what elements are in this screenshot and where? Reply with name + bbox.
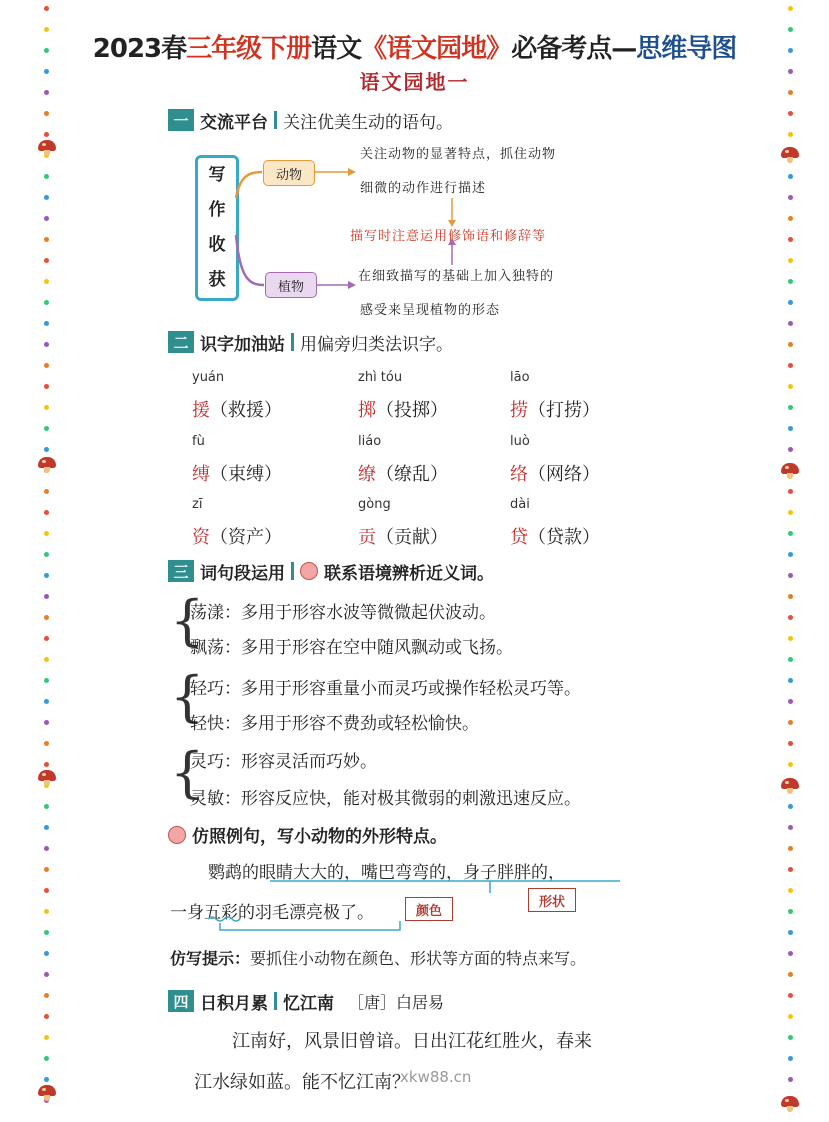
border-dot: [788, 678, 793, 683]
box-char: 写: [208, 165, 226, 185]
left-dot-border: [42, 0, 52, 1122]
word-definition: 轻巧：多用于形容重量小而灵巧或操作轻松灵巧等。: [190, 679, 581, 699]
border-dot: [44, 531, 49, 536]
animal-tip-line2: 细微的动作进行描述: [360, 181, 487, 196]
tag-animal: 动物: [263, 160, 315, 186]
connector-color: [220, 921, 400, 930]
border-dot: [44, 384, 49, 389]
border-dot: [44, 1056, 49, 1061]
common-tip: 描写时注意运用修饰语和修辞等: [350, 229, 547, 244]
word-definition: 荡漾：多用于形容水波等微微起伏波动。: [190, 603, 496, 623]
border-dot: [44, 972, 49, 977]
border-dot: [788, 447, 793, 452]
border-dot: [44, 720, 49, 725]
border-dot: [788, 615, 793, 620]
character-entry: [510, 460, 600, 486]
box-char: 作: [208, 200, 226, 220]
character-word: （贡献）: [376, 527, 448, 548]
border-dot: [44, 279, 49, 284]
mushroom-icon: [781, 147, 799, 163]
character-highlight: 捞: [510, 400, 528, 421]
border-dot: [788, 300, 793, 305]
word-definition: 灵敏：形容反应快，能对极其微弱的刺激迅速反应。: [190, 789, 581, 809]
pinyin-label: gòng: [358, 497, 391, 512]
character-word: （束缚）: [210, 464, 282, 485]
pinyin-label: zhì tóu: [358, 370, 403, 385]
title-part-year: 2023春: [92, 34, 187, 64]
mushroom-icon: [781, 1096, 799, 1112]
flower-bullet-icon: [168, 826, 186, 844]
character-entry: [192, 460, 282, 486]
connector-animal: [236, 172, 262, 198]
mushroom-icon: [781, 463, 799, 479]
section-1-number: 一: [168, 109, 194, 131]
plant-tip-line2: 感受来呈现植物的形态: [360, 303, 501, 318]
character-entry: [192, 523, 282, 549]
pinyin-label: liáo: [358, 434, 382, 449]
character-highlight: 贡: [358, 527, 376, 548]
border-dot: [44, 993, 49, 998]
border-dot: [44, 174, 49, 179]
border-dot: [44, 321, 49, 326]
border-dot: [44, 426, 49, 431]
border-dot: [44, 678, 49, 683]
word-definition: 飘荡：多用于形容在空中随风飘动或飞扬。: [190, 638, 513, 658]
border-dot: [44, 594, 49, 599]
character-entry: [358, 460, 448, 486]
border-dot: [44, 951, 49, 956]
brace-icon: {: [170, 589, 205, 652]
border-dot: [788, 510, 793, 515]
border-dot: [788, 216, 793, 221]
pinyin-label: lāo: [510, 370, 530, 385]
border-dot: [44, 1035, 49, 1040]
border-dot: [788, 636, 793, 641]
title-part-unit: 《语文园地》: [361, 34, 512, 64]
border-dot: [788, 426, 793, 431]
border-dot: [788, 1077, 793, 1082]
border-dot: [44, 195, 49, 200]
flower-bullet-icon: [300, 562, 318, 580]
character-word: （资产）: [210, 527, 282, 548]
border-dot: [788, 279, 793, 284]
title-part-subject: 语文: [311, 34, 362, 64]
arrowhead-animal: [348, 168, 356, 176]
border-dot: [788, 993, 793, 998]
word-definition: 轻快：多用于形容不费劲或轻松愉快。: [190, 714, 479, 734]
divider-bar: [274, 992, 277, 1010]
border-dot: [788, 741, 793, 746]
border-dot: [44, 510, 49, 515]
border-dot: [44, 825, 49, 830]
divider-bar: [274, 111, 277, 129]
mushroom-icon: [38, 770, 56, 786]
character-entry: [510, 396, 600, 422]
character-highlight: 络: [510, 464, 528, 485]
border-dot: [44, 1077, 49, 1082]
section-3-number: 三: [168, 560, 194, 582]
border-dot: [788, 888, 793, 893]
border-dot: [788, 552, 793, 557]
mushroom-icon: [38, 1085, 56, 1101]
border-dot: [44, 1014, 49, 1019]
border-dot: [788, 909, 793, 914]
character-word: （贷款）: [528, 527, 600, 548]
border-dot: [788, 594, 793, 599]
border-dot: [788, 237, 793, 242]
animal-tip-line1: 关注动物的显著特点，抓住动物: [360, 147, 557, 162]
border-dot: [44, 573, 49, 578]
border-dot: [44, 846, 49, 851]
border-dot: [788, 174, 793, 179]
border-dot: [788, 342, 793, 347]
arrowhead-plant: [348, 281, 356, 289]
pinyin-label: zī: [192, 497, 203, 512]
section-2-number: 二: [168, 331, 194, 353]
section-1-name: 交流平台: [200, 112, 268, 133]
border-dot: [44, 636, 49, 641]
border-dot: [788, 195, 793, 200]
title-part-grade: 三年级下册: [186, 34, 312, 64]
watermark: xkw88.cn: [400, 1068, 472, 1086]
character-highlight: 掷: [358, 400, 376, 421]
border-dot: [788, 384, 793, 389]
word-definition: 灵巧：形容灵活而巧妙。: [190, 752, 377, 772]
character-entry: [192, 396, 282, 422]
section-3-desc: 联系语境辨析近义词。: [324, 563, 494, 584]
border-dot: [44, 552, 49, 557]
border-dot: [788, 321, 793, 326]
border-dot: [788, 657, 793, 662]
border-dot: [788, 972, 793, 977]
connector-plant: [236, 235, 264, 285]
example-sentence-line1: 鹦鹉的眼睛大大的，嘴巴弯弯的，身子胖胖的，: [208, 863, 565, 883]
border-dot: [44, 132, 49, 137]
mushroom-icon: [781, 778, 799, 794]
border-dot: [44, 762, 49, 767]
border-dot: [44, 867, 49, 872]
tag-plant: 植物: [265, 272, 317, 298]
border-dot: [788, 846, 793, 851]
section-3-name: 词句段运用: [200, 563, 285, 584]
character-highlight: 贷: [510, 527, 528, 548]
title-part-points: 必备考点—: [511, 34, 637, 64]
poem-author: ［唐］白居易: [348, 992, 445, 1012]
plant-tip-line1: 在细致描写的基础上加入独特的: [358, 269, 555, 284]
border-dot: [788, 363, 793, 368]
label-shape: 形状: [528, 888, 576, 912]
label-color: 颜色: [405, 897, 453, 921]
border-dot: [788, 258, 793, 263]
border-dot: [44, 909, 49, 914]
character-entry: [358, 523, 448, 549]
page-subtitle: 语文园地一: [359, 70, 470, 94]
hint: [170, 946, 586, 969]
imitate-title: [168, 822, 447, 847]
border-dot: [44, 804, 49, 809]
divider-bar: [291, 333, 294, 351]
divider-bar: [291, 562, 294, 580]
border-dot: [788, 489, 793, 494]
character-highlight: 缭: [358, 464, 376, 485]
right-dot-border: [786, 0, 796, 1122]
section-2-name: 识字加油站: [200, 334, 285, 355]
border-dot: [44, 111, 49, 116]
imitate-title-text: 仿照例句，写小动物的外形特点。: [192, 827, 447, 847]
border-dot: [788, 825, 793, 830]
section-2-desc: 用偏旁归类法识字。: [300, 334, 453, 355]
border-dot: [44, 300, 49, 305]
character-highlight: 资: [192, 527, 210, 548]
border-dot: [788, 951, 793, 956]
border-dot: [788, 6, 793, 11]
border-dot: [788, 720, 793, 725]
border-dot: [788, 111, 793, 116]
border-dot: [788, 531, 793, 536]
pinyin-label: fù: [192, 434, 205, 449]
mushroom-icon: [38, 457, 56, 473]
border-dot: [44, 216, 49, 221]
hint-text: 要抓住小动物在颜色、形状等方面的特点来写。: [250, 949, 587, 968]
border-dot: [788, 573, 793, 578]
pinyin-label: dài: [510, 497, 530, 512]
character-entry: [510, 523, 600, 549]
border-dot: [44, 342, 49, 347]
border-dot: [44, 699, 49, 704]
section-4-header: [168, 987, 444, 1015]
character-word: （打捞）: [528, 400, 600, 421]
border-dot: [788, 867, 793, 872]
border-dot: [44, 930, 49, 935]
border-dot: [44, 741, 49, 746]
character-word: （救援）: [210, 400, 282, 421]
border-dot: [788, 1035, 793, 1040]
brace-icon: {: [170, 665, 205, 728]
poem-line1: 江南好，风景旧曾谙。日出江花红胜火，春来: [232, 1031, 592, 1052]
section-1-desc: 关注优美生动的语句。: [283, 112, 453, 133]
character-word: （缭乱）: [376, 464, 448, 485]
title-part-mindmap: 思维导图: [636, 34, 737, 64]
section-4-number: 四: [168, 990, 194, 1012]
character-word: （投掷）: [376, 400, 448, 421]
box-char: 获: [208, 270, 226, 290]
border-dot: [44, 258, 49, 263]
example-sentence-line2: 一身五彩的羽毛漂亮极了。: [170, 903, 374, 923]
border-dot: [44, 657, 49, 662]
border-dot: [44, 489, 49, 494]
border-dot: [788, 804, 793, 809]
border-dot: [788, 405, 793, 410]
character-entry: [358, 396, 448, 422]
box-char: 收: [208, 235, 226, 255]
mushroom-icon: [38, 140, 56, 156]
border-dot: [44, 405, 49, 410]
border-dot: [44, 237, 49, 242]
border-dot: [788, 1056, 793, 1061]
border-dot: [44, 888, 49, 893]
wavy-underline-color: [208, 917, 240, 921]
border-dot: [44, 6, 49, 11]
border-dot: [788, 699, 793, 704]
poem-line2: 江水绿如蓝。能不忆江南？: [194, 1072, 410, 1093]
character-highlight: 援: [192, 400, 210, 421]
section-2-header: [168, 328, 453, 356]
border-dot: [788, 930, 793, 935]
section-3-header: [168, 557, 494, 585]
pinyin-label: yuán: [192, 370, 225, 385]
brace-icon: {: [170, 741, 205, 804]
poem-title: 忆江南: [283, 993, 334, 1014]
hint-label: 仿写提示：: [170, 949, 251, 968]
character-word: （网络）: [528, 464, 600, 485]
character-highlight: 缚: [192, 464, 210, 485]
border-dot: [788, 132, 793, 137]
border-dot: [788, 762, 793, 767]
border-dot: [44, 363, 49, 368]
section-4-name: 日积月累: [200, 993, 268, 1014]
border-dot: [44, 615, 49, 620]
section-1-header: [168, 106, 453, 134]
border-dot: [788, 1014, 793, 1019]
border-dot: [44, 447, 49, 452]
pinyin-label: luò: [510, 434, 530, 449]
page-title: [0, 28, 829, 65]
